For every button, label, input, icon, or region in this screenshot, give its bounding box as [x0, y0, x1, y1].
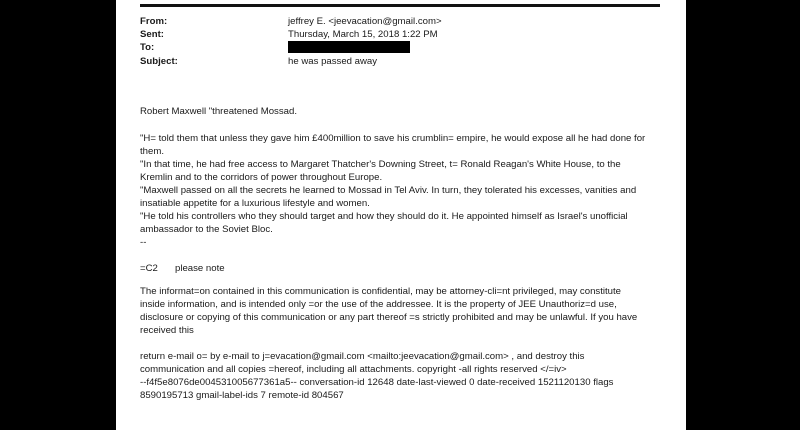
disclaimer-line-2: inside information, and is intended only =or the use of the addressee. It is the property of JEE Unauthoriz=d use,: [140, 299, 617, 310]
body-paragraph-2-line-2: Kremlin and to the corridors of power throughout Europe.: [140, 172, 383, 183]
body-intro: Robert Maxwell "threatened Mossad.: [140, 106, 297, 117]
body-paragraph-2-line-1: "In that time, he had free access to Margaret Thatcher's Downing Street, t= Ronald Reagan's White House, to the: [140, 159, 621, 170]
body-paragraph-3-line-2: insatiable appetite for a luxurious lifestyle and women.: [140, 198, 370, 209]
body-paragraph-1-line-1: "H= told them that unless they gave him £400million to save his crumblin= empire, he would expose all he had done for: [140, 133, 646, 144]
subject-label: Subject:: [140, 56, 178, 67]
body-paragraph-1-line-2: them.: [140, 146, 164, 157]
footer-line-4: 8590195713 gmail-label-ids 7 remote-id 804567: [140, 390, 344, 401]
disclaimer-line-4: received this: [140, 325, 194, 336]
subject-value: he was passed away: [288, 56, 378, 67]
email-document-page: [116, 0, 686, 430]
body-separator: --: [140, 237, 147, 248]
body-paragraph-4-line-1: "He told his controllers who they should target and how they should do it. He appointed himself as Israel's unofficial: [140, 211, 628, 222]
note-text: please note: [175, 263, 225, 274]
from-label: From:: [140, 16, 168, 27]
from-value: jeffrey E. <jeevacation@gmail.com>: [288, 16, 442, 27]
footer-line-2: communication and all copies =hereof, including all attachments. copyright -all rights reserved </=iv>: [140, 364, 567, 375]
footer-line-3: --f4f5e8076de004531005677361a5-- conversation-id 12648 date-last-viewed 0 date-received 1521120130 flags: [140, 377, 614, 388]
to-label: To:: [140, 42, 155, 53]
header-rule: [140, 4, 660, 7]
footer-line-1: return e-mail o= by e-mail to j=evacation@gmail.com <mailto:jeevacation@gmail.com> , and destroy this: [140, 351, 585, 362]
body-paragraph-3-line-1: "Maxwell passed on all the secrets he learned to Mossad in Tel Aviv. In turn, they tolerated his excesses, vanities and: [140, 185, 637, 196]
sent-label: Sent:: [140, 29, 164, 40]
redacted-recipient: [288, 41, 410, 53]
note-code: =C2: [140, 263, 158, 274]
disclaimer-line-1: The informat=on contained in this communication is confidential, may be attorney-cli=nt privileged, may constitute: [140, 286, 621, 297]
disclaimer-line-3: disclosure or copying of this communication or any part thereof =s strictly prohibited and may be unlawful. If you have: [140, 312, 638, 323]
body-paragraph-4-line-2: ambassador to the Soviet Bloc.: [140, 224, 273, 235]
sent-value: Thursday, March 15, 2018 1:22 PM: [288, 29, 438, 40]
